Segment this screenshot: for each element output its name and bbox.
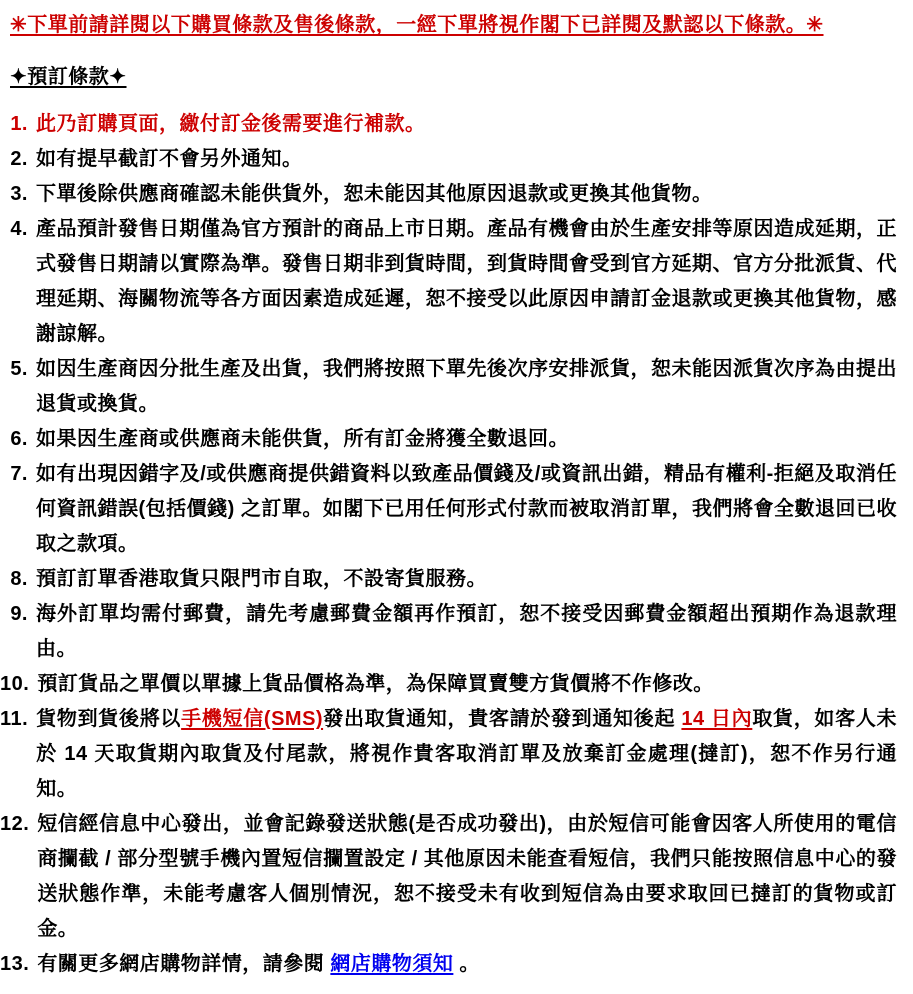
item-number: 8. bbox=[10, 568, 28, 590]
item-text bbox=[36, 352, 897, 422]
list-item bbox=[0, 947, 897, 982]
item-number: 10. bbox=[0, 673, 30, 695]
item-text bbox=[36, 422, 897, 457]
list-item bbox=[0, 142, 897, 177]
text-segment: 預訂訂單香港取貨只限門市自取，不設寄貨服務。 bbox=[36, 568, 487, 590]
list-item bbox=[0, 177, 897, 212]
list-item bbox=[0, 807, 897, 947]
item-number: 2. bbox=[10, 148, 28, 170]
item-text bbox=[36, 177, 897, 212]
item-number: 6. bbox=[10, 428, 28, 450]
text-segment: 貨物到貨後將以 bbox=[36, 708, 182, 730]
list-item bbox=[0, 212, 897, 352]
item-text bbox=[36, 457, 897, 562]
highlighted-text: 手機短信(SMS) bbox=[181, 708, 324, 730]
text-segment: 。 bbox=[453, 953, 480, 975]
item-number: 4. bbox=[10, 218, 28, 240]
list-item bbox=[0, 667, 897, 702]
text-segment: 如果因生產商或供應商未能供貨，所有訂金將獲全數退回。 bbox=[36, 428, 569, 450]
list-item bbox=[0, 597, 897, 667]
item-number: 5. bbox=[10, 358, 28, 380]
list-item bbox=[0, 702, 897, 807]
item-text bbox=[37, 807, 897, 947]
page-title: ✳下單前請詳閱以下購買條款及售後條款，一經下單將視作閣下已詳閱及默認以下條款。✳ bbox=[10, 14, 824, 36]
item-number: 13. bbox=[0, 953, 30, 975]
item-number: 1. bbox=[10, 113, 28, 135]
item-text bbox=[36, 597, 897, 667]
text-segment: 取貨，如客人未於 14 天取貨期內取貨及付尾款，將視作貴客取消訂單及放棄訂金處理(撻訂)，恕不作另行通知。 bbox=[36, 708, 898, 800]
item-text bbox=[36, 212, 897, 352]
item-text bbox=[36, 142, 897, 177]
item-text bbox=[37, 667, 897, 702]
item-number: 9. bbox=[10, 603, 28, 625]
item-text bbox=[37, 947, 897, 982]
text-segment: 短信經信息中心發出，並會記錄發送狀態(是否成功發出)，由於短信可能會因客人所使用的電信商攔截 / 部分型號手機內置短信攔置設定 / 其他原因未能查看短信，我們只能按照信息中心的發送狀態作準，未能考慮客人個別情況，恕不接受未有收到短信為由要求取回已撻訂的貨物或訂金。 bbox=[37, 813, 897, 940]
text-segment: 預訂貨品之單價以單據上貨品價格為準，為保障買賣雙方貨價將不作修改。 bbox=[37, 673, 714, 695]
item-number: 7. bbox=[10, 463, 28, 485]
text-segment: 海外訂單均需付郵費，請先考慮郵費金額再作預訂，恕不接受因郵費金額超出預期作為退款理由。 bbox=[36, 603, 897, 660]
text-segment: 發出取貨通知，貴客請於發到通知後起 bbox=[323, 708, 682, 730]
list-item bbox=[0, 352, 897, 422]
text-segment: 下單後除供應商確認未能供貨外，恕未能因其他原因退款或更換其他貨物。 bbox=[36, 183, 713, 205]
text-segment: 此乃訂購頁面，繳付訂金後需要進行補款。 bbox=[36, 113, 426, 135]
terms-list bbox=[0, 107, 897, 982]
item-text bbox=[36, 107, 897, 142]
list-item bbox=[0, 422, 897, 457]
text-segment: 如有提早截訂不會另外通知。 bbox=[36, 148, 303, 170]
text-segment: 產品預計發售日期僅為官方預計的商品上市日期。產品有機會由於生產安排等原因造成延期，正式發售日期請以實際為準。發售日期非到貨時間，到貨時間會受到官方延期、官方分批派貨、代理延期、海關物流等各方面因素造成延遲，恕不接受以此原因申請訂金退款或更換其他貨物，感謝諒解。 bbox=[36, 218, 897, 345]
text-segment: 如因生產商因分批生產及出貨，我們將按照下單先後次序安排派貨，恕未能因派貨次序為由提出退貨或換貨。 bbox=[36, 358, 897, 415]
list-item bbox=[0, 457, 897, 562]
highlighted-text: 14 日內 bbox=[681, 708, 753, 730]
list-item bbox=[0, 107, 897, 142]
text-segment: 如有出現因錯字及/或供應商提供錯資料以致產品價錢及/或資訊出錯，精品有權利-拒絕及取消任何資訊錯誤(包括價錢) 之訂單。如閣下已用任何形式付款而被取消訂單，我們將會全數退回已收取之款項。 bbox=[36, 463, 897, 555]
item-number: 3. bbox=[10, 183, 28, 205]
text-segment: 有關更多網店購物詳情，請參閱 bbox=[37, 953, 331, 975]
item-number: 12. bbox=[0, 813, 30, 835]
item-number: 11. bbox=[0, 708, 29, 730]
store-shopping-notice-link[interactable]: 網店購物須知 bbox=[330, 953, 454, 975]
item-text bbox=[36, 702, 897, 807]
preorder-terms-header: ✦預訂條款✦ bbox=[10, 66, 127, 88]
item-text bbox=[36, 562, 897, 597]
list-item bbox=[0, 562, 897, 597]
